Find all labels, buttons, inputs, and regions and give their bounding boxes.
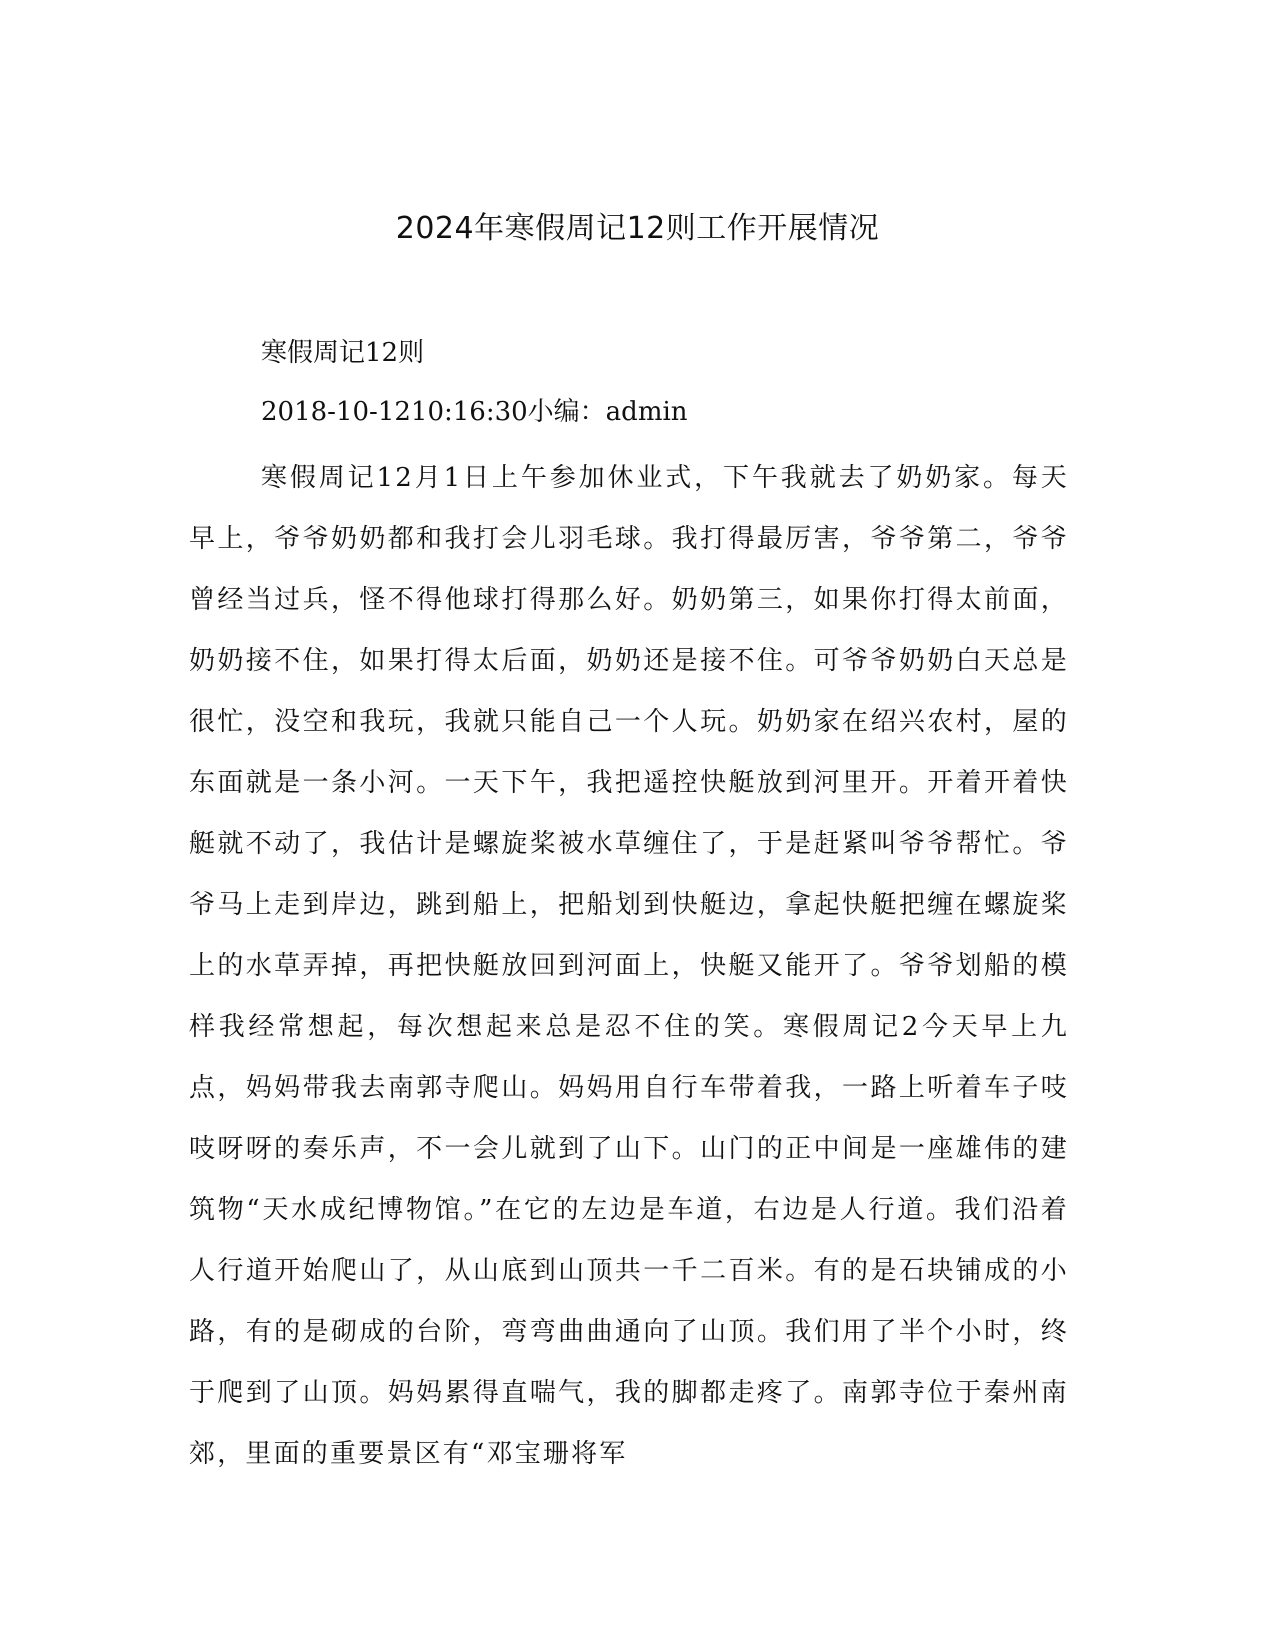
document-title: 2024年寒假周记12则工作开展情况 — [395, 211, 880, 246]
document-body: 寒假周记12月1日上午参加休业式，下午我就去了奶奶家。每天早上，爷爷奶奶都和我打会儿羽毛球。我打得最厉害，爷爷第二，爷爷曾经当过兵，怪不得他球打得那么好。奶奶第三，如果你打得太前面，奶奶接不住，如果打得太后面，奶奶还是接不住。可爷爷奶奶白天总是很忙，没空和我玩，我就只能自己一个人玩。奶奶家在绍兴农村，屋的东面就是一条小河。一天下午，我把遥控快艇放到河里开。开着开着快艇就不动了，我估计是螺旋桨被水草缠住了，于是赶紧叫爷爷帮忙。爷爷马上走到岸边，跳到船上，把船划到快艇边，拿起快艇把缠在螺旋桨上的水草弄掉，再把快艇放回到河面上，快艇又能开了。爷爷划船的模样我经常想起，每次想起来总是忍不住的笑。寒假周记2今天早上九点，妈妈带我去南郭寺爬山。妈妈用自行车带着我，一路上听着车子吱吱呀呀的奏乐声，不一会儿就到了山下。山门的正中间是一座雄伟的建筑物“天水成纪博物馆。”在它的左边是车道，右边是人行道。我们沿着人行道开始爬山了，从山底到山顶共一千二百米。有的是石块铺成的小路，有的是砌成的台阶，弯弯曲曲通向了山顶。我们用了半个小时，终于爬到了山顶。妈妈累得直喘气，我的脚都走疼了。南郭寺位于秦州南郊，里面的重要景区有“邓宝珊将军 — [189, 463, 1069, 1469]
document-subtitle: 寒假周记12则 — [261, 338, 425, 368]
document-dateline: 2018-10-1210:16:30小编：admin — [261, 397, 688, 427]
